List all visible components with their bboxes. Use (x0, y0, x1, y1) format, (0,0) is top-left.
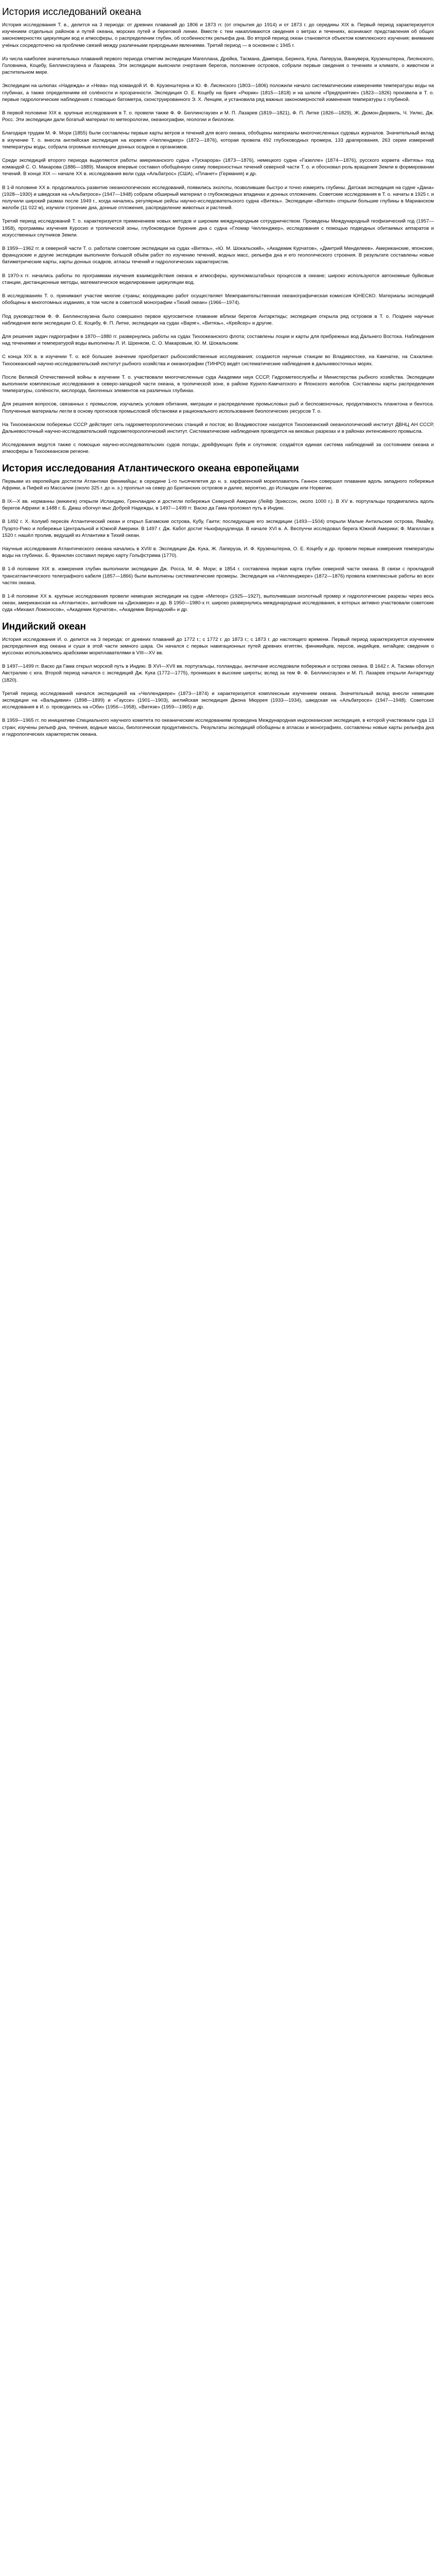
paragraph: В IX—X вв. норманны (викинги) открыли Исландию, Гренландию и достигли побережья Северной Америки (Лейф Эрикссон, около 1000 г.). В XV в. португальцы продвигались вдоль берегов Африки: в 1488 г. Б. Диаш обогнул мыс Доброй Надежды, в 1497—1499 гг. Васко да Гама проложил путь в Индию. (2, 498, 434, 512)
paragraph: В 1970-х гг. начались работы по программам изучения взаимодействия океана и атмосферы, крупномасштабных процессов в океане; широко используются автономные буйковые станции, дистанционные методы, математическое моделирование циркуляции вод. (2, 273, 434, 285)
article-section (2, 184, 434, 307)
paragraph: Из числа наиболее значительных плаваний первого периода отметим экспедиции Магеллана, Дрейка, Тасмана, Дампира, Беринга, Кука, Лаперуза, Ванкувера, Крузенштерна, Лисянского, Головнина, Коцебу, Беллинсгаузена и Лазарева. Эти экспедиции выяснили очертания берегов, положение островов, собрали первые сведения о течениях и климате, о животном и растительном мире. (2, 56, 434, 76)
paragraph: В первой половине XIX в. крупные исследования в Т. о. провели также Ф. Ф. Беллинсгаузен и М. П. Лазарев (1819—1821), Ф. П. Литке (1826—1829), Ж. Дюмон-Дюрвиль, Ч. Уилкс, Дж. Росс. Эти экспедиции дали богатый материал по метеорологии, океанографии, геологии и биологии. (2, 110, 434, 123)
article (0, 0, 436, 750)
article-section (2, 463, 434, 539)
section-title: История исследования Атлантического океана европейцами (2, 463, 299, 474)
paragraph: Среди экспедиций второго периода выделяются работы американского судна «Тускарора» (1873—1876), немецкого судна «Газелле» (1874—1876), русского корвета «Витязь» под командой С. О. Макарова (1886—1889). Макаров впервые составил обобщённую схему поверхностных течений северной части Т. о. и обосновал роль вращения Земли в формировании течений. В конце XIX — начале XX в. исследования вели суда «Альбатрос» (США), «Планет» (Германия) и др. (2, 158, 434, 177)
paragraph: Научные исследования Атлантического океана начались в XVIII в. Экспедиции Дж. Кука, Ж. Лаперуза, И. Ф. Крузенштерна, О. Е. Коцебу и др. провели первые измерения температуры воды на глубинах. Б. Франклин составил первую карту Гольфстрима (1770). (2, 546, 434, 559)
paragraph: В 1-й половине XIX в. измерения глубин выполнили экспедиции Дж. Росса, М. Ф. Мори; в 1854 г. составлена первая карта глубин северной части океана. В связи с прокладкой трансатлантического телеграфного кабеля (1857—1866) были выполнены систематические промеры. Экспедиция на «Челленджере» (1872—1876) провела комплексные работы во всех частях океана. (2, 566, 434, 586)
section-title: История исследований океана (2, 7, 142, 18)
paragraph: С конца XIX в. в изучении Т. о. всё большее значение приобретают рыбохозяйственные исследования; создаются научные станции во Владивостоке, на Камчатке, на Сахалине. Тихоокеанский научно-исследовательский институт рыбного хозяйства и океанографии (ТИНРО) ведёт систематические наблюдения в дальневосточных морях. (2, 354, 434, 367)
article-section (2, 374, 434, 395)
paragraph: В исследованиях Т. о. принимают участие многие страны; координацию работ осуществляет Межправительственная океанографическая комиссия ЮНЕСКО. Материалы экспедиций обобщены в многотомных изданиях, в том числе в советской монографии «Тихий океан» (1966—1974). (2, 293, 434, 306)
paragraph: История исследования И. о. делится на 3 периода: от древних плаваний до 1772 г.; с 1772 г. до 1873 г.; с 1873 г. до настоящего времени. Первый период характеризуется изучением распределения вод океана и суши в этой части земного шара. Он начался с первых навигационных путей древних египтян, финикийцев, персов, индийцев, китайцев; сведения о муссонах использовались арабскими мореплавателями в VIII—XV вв. (2, 636, 434, 656)
paragraph: Третий период исследований начался экспедицией на «Челленджере» (1873—1874) и характеризуется комплексным изучением океана. Значительный вклад внесли немецкие экспедиции на «Вальдивии» (1898—1899) и «Гауссе» (1901—1903), английская экспедиция Джона Мюррея (1933—1934), шведская на «Альбатросе» (1947—1948). Советские исследования в И. о. проводились на «Оби» (1956—1958), «Витязе» (1959—1965) и др. (2, 690, 434, 710)
paragraph: В 1959—1962 гг. в северной части Т. о. работали советские экспедиции на судах «Витязь», «Ю. М. Шокальский», «Академик Курчатов», «Дмитрий Менделеев». Американские, японские, французские и другие экспедиции выполнили большой объём работ по изучению течений, водных масс, рельефа дна и его геологического строения. В результате составлены новые батиметрические карты, карты донных осадков, атласы течений и гидрологических характеристик. (2, 246, 434, 265)
article-section (2, 421, 434, 455)
article-section (2, 130, 434, 177)
paragraph: Для решения вопросов, связанных с промыслом, изучались условия обитания, миграции и распределение промысловых рыб и беспозвоночных, продуктивность планктона и бентоса. Полученные материалы легли в основу прогнозов промысловой обстановки и рационального использования биологических ресурсов Т. о. (2, 401, 434, 414)
paragraph: В 1-й половине XX в. продолжалось развитие океанологических исследований, появились эхолоты, позволившие быстро и точно измерять глубины. Датская экспедиция на судне «Дана» (1928—1930) и шведская на «Альбатросе» (1947—1948) собрали обширный материал о глубоководных впадинах и донных отложениях. Советские исследования в Т. о. начаты в 1925 г. и получили широкий размах после 1949 г., когда начались регулярные рейсы научно-исследовательского судна «Витязь». Экспедиции «Витязя» открыли большие глубины в Марианском желобе (11 022 м), изучили строение дна, донные отложения, распределение животных и растений. (2, 184, 434, 211)
paragraph: Первыми из европейцев достигли Атлантики финикийцы; в середине 1-го тысячелетия до н. э. карфагенский мореплаватель Ганнон совершил плавание вдоль западного побережья Африки, а Пифей из Массалии (около 325 г. до н. э.) проплыл на север до Британских островов и далее, вероятно, до Исландии или Норвегии. (2, 478, 434, 491)
paragraph: В 1959—1965 гг. по инициативе Специального научного комитета по океаническим исследованиям проведена Международная индоокеанская экспедиция, в которой участвовали суда 13 стран; изучены рельеф дна, течения, водные массы, биологическая продуктивность. Результаты экспедиций обобщены в атласах и монографиях, составлены новые карты рельефа дна и гидрологических характеристик океана. (2, 718, 434, 737)
paragraph: Исследования ведутся также с помощью научно-исследовательских судов погоды, дрейфующих буёв и спутников; создаётся единая система наблюдений за состоянием океана и атмосферы в Тихоокеанском регионе. (2, 442, 434, 455)
paragraph: На Тихоокеанском побережье СССР действует сеть гидрометеорологических станций и постов; во Владивостоке находятся Тихоокеанский океанологический институт ДВНЦ АН СССР, Дальневосточный научно-исследовательский гидрометеорологический институт. Систематические наблюдения проводятся на вековых разрезах и в районах интенсивного промысла. (2, 421, 434, 434)
article-section (2, 313, 434, 367)
article-section (2, 6, 434, 123)
paragraph: Благодаря трудам М. Ф. Мори (1855) были составлены первые карты ветров и течений для всего океана, обобщены материалы многочисленных судовых журналов. Значительный вклад в изучение Т. о. внесла английская экспедиция на корвете «Челленджер» (1872—1876), которая провела 492 глубоководных промера, 133 драгирования, 263 серии измерений температуры воды, собрала огромные коллекции донных осадков и организмов. (2, 130, 434, 150)
paragraph: После Великой Отечественной войны в изучении Т. о. участвовали многочисленные суда Академии наук СССР, Гидрометеослужбы и Министерства рыбного хозяйства. Экспедиции выполнили комплексные исследования в северо-западной части океана, в тропической зоне, в районе Курило-Камчатского и Японского желобов. Составлены карты распределения температуры, солёности, кислорода, биогенных элементов на различных глубинах. (2, 374, 434, 394)
section-title: Индийский океан (2, 621, 86, 632)
paragraph: Экспедиции на шлюпах «Надежда» и «Нева» под командой И. Ф. Крузенштерна и Ю. Ф. Лисянского (1803—1806) положили начало систематическим измерениям температуры воды на глубинах, а также определениям её солёности и прозрачности. Экспедиция О. Е. Коцебу на бриге «Рюрик» (1815—1818) и на шлюпе «Предприятие» (1823—1826) произвела в Т. о. первые гидрологические наблюдения с помощью батометра, сконструированного Э. Х. Ленцем, и установила ряд важных закономерностей изменения температуры с глубиной. (2, 83, 434, 103)
article-section (2, 621, 434, 738)
paragraph: В 1497—1499 гг. Васко да Гама открыл морской путь в Индию. В XVI—XVII вв. португальцы, голландцы, англичане исследовали побережья и острова океана. В 1642 г. А. Тасман обогнул Австралию с юга. Второй период начался с экспедиций Дж. Кука (1772—1775), проникших в высокие широты; вслед за тем Ф. Ф. Беллинсгаузен и М. П. Лазарев открыли Антарктиду (1820). (2, 664, 434, 683)
article-section (2, 546, 434, 614)
paragraph: Третий период исследований Т. о. характеризуется применением новых методов и широким международным сотрудничеством. Проведены Международный геофизический год (1957—1958), программы изучения Куросио и тропической зоны, глубоководное бурение дна с судна «Гломар Челленджер», исследования с помощью подводных обитаемых аппаратов и искусственных спутников Земли. (2, 218, 434, 238)
paragraph: История исследования Т. в., делится на 3 периода: от древних плаваний до 1806 и 1873 гг. (от открытия до 1914) и от 1873 г. до середины XIX в. Первый период характеризуется изучением отдельных районов и путей океана, морских путей и береговой линии. Вместе с тем накапливаются сведения о ветрах и течениях, возникают представления об общих закономерностях циркуляции вод и атмосферы, о распределении глубин, об особенностях рельефа дна. Во второй период океан становится объектом комплексного изучения; внимание учёных сосредоточено на проблеме связей между различными природными явлениями. Третий период — в основном с 1945 г. (2, 22, 434, 48)
paragraph: В 1492 г. Х. Колумб пересёк Атлантический океан и открыл Багамские острова, Кубу, Гаити; последующие его экспедиции (1493—1504) открыли Малые Антильские острова, Ямайку, Пуэрто-Рико и побережье Центральной и Южной Америки. В 1497 г. Дж. Кабот достиг Ньюфаундленда. В начале XVI в. А. Веспуччи исследовал берега Южной Америки; Ф. Магеллан в 1520 г. нашёл пролив, ведущий из Атлантики в Тихий океан. (2, 519, 434, 538)
paragraph: В 1-й половине XX в. крупные исследования провели немецкая экспедиция на судне «Метеор» (1925—1927), выполнившая эхолотный промер и гидрологические разрезы через весь океан, американская на «Атлантисе», английские на «Дискавери» и др. В 1950—1980-х гг. широко развернулись международные исследования, в которых активно участвовали советские суда «Михаил Ломоносов», «Академик Курчатов», «Академик Вернадский» и др. (2, 593, 434, 613)
article-section (2, 401, 434, 414)
paragraph: Под руководством Ф. Ф. Беллинсгаузена было совершено первое кругосветное плавание вблизи берегов Антарктиды; экспедиция открыла ряд островов в Т. о. Позднее научные наблюдения вели экспедиции О. Е. Коцебу, Ф. П. Литке, экспедиции на судах «Варяг», «Витязь», «Крейсер» и другие. (2, 313, 434, 326)
paragraph: Для решения задач гидрографии в 1870—1880 гг. развернулись работы на судах Тихоокеанского флота; составлены лоции и карты для прибрежных вод Дальнего Востока. Наблюдения над течениями и температурой воды выполнены Л. И. Шренком, С. О. Макаровым, Ю. М. Шокальским. (2, 333, 434, 347)
